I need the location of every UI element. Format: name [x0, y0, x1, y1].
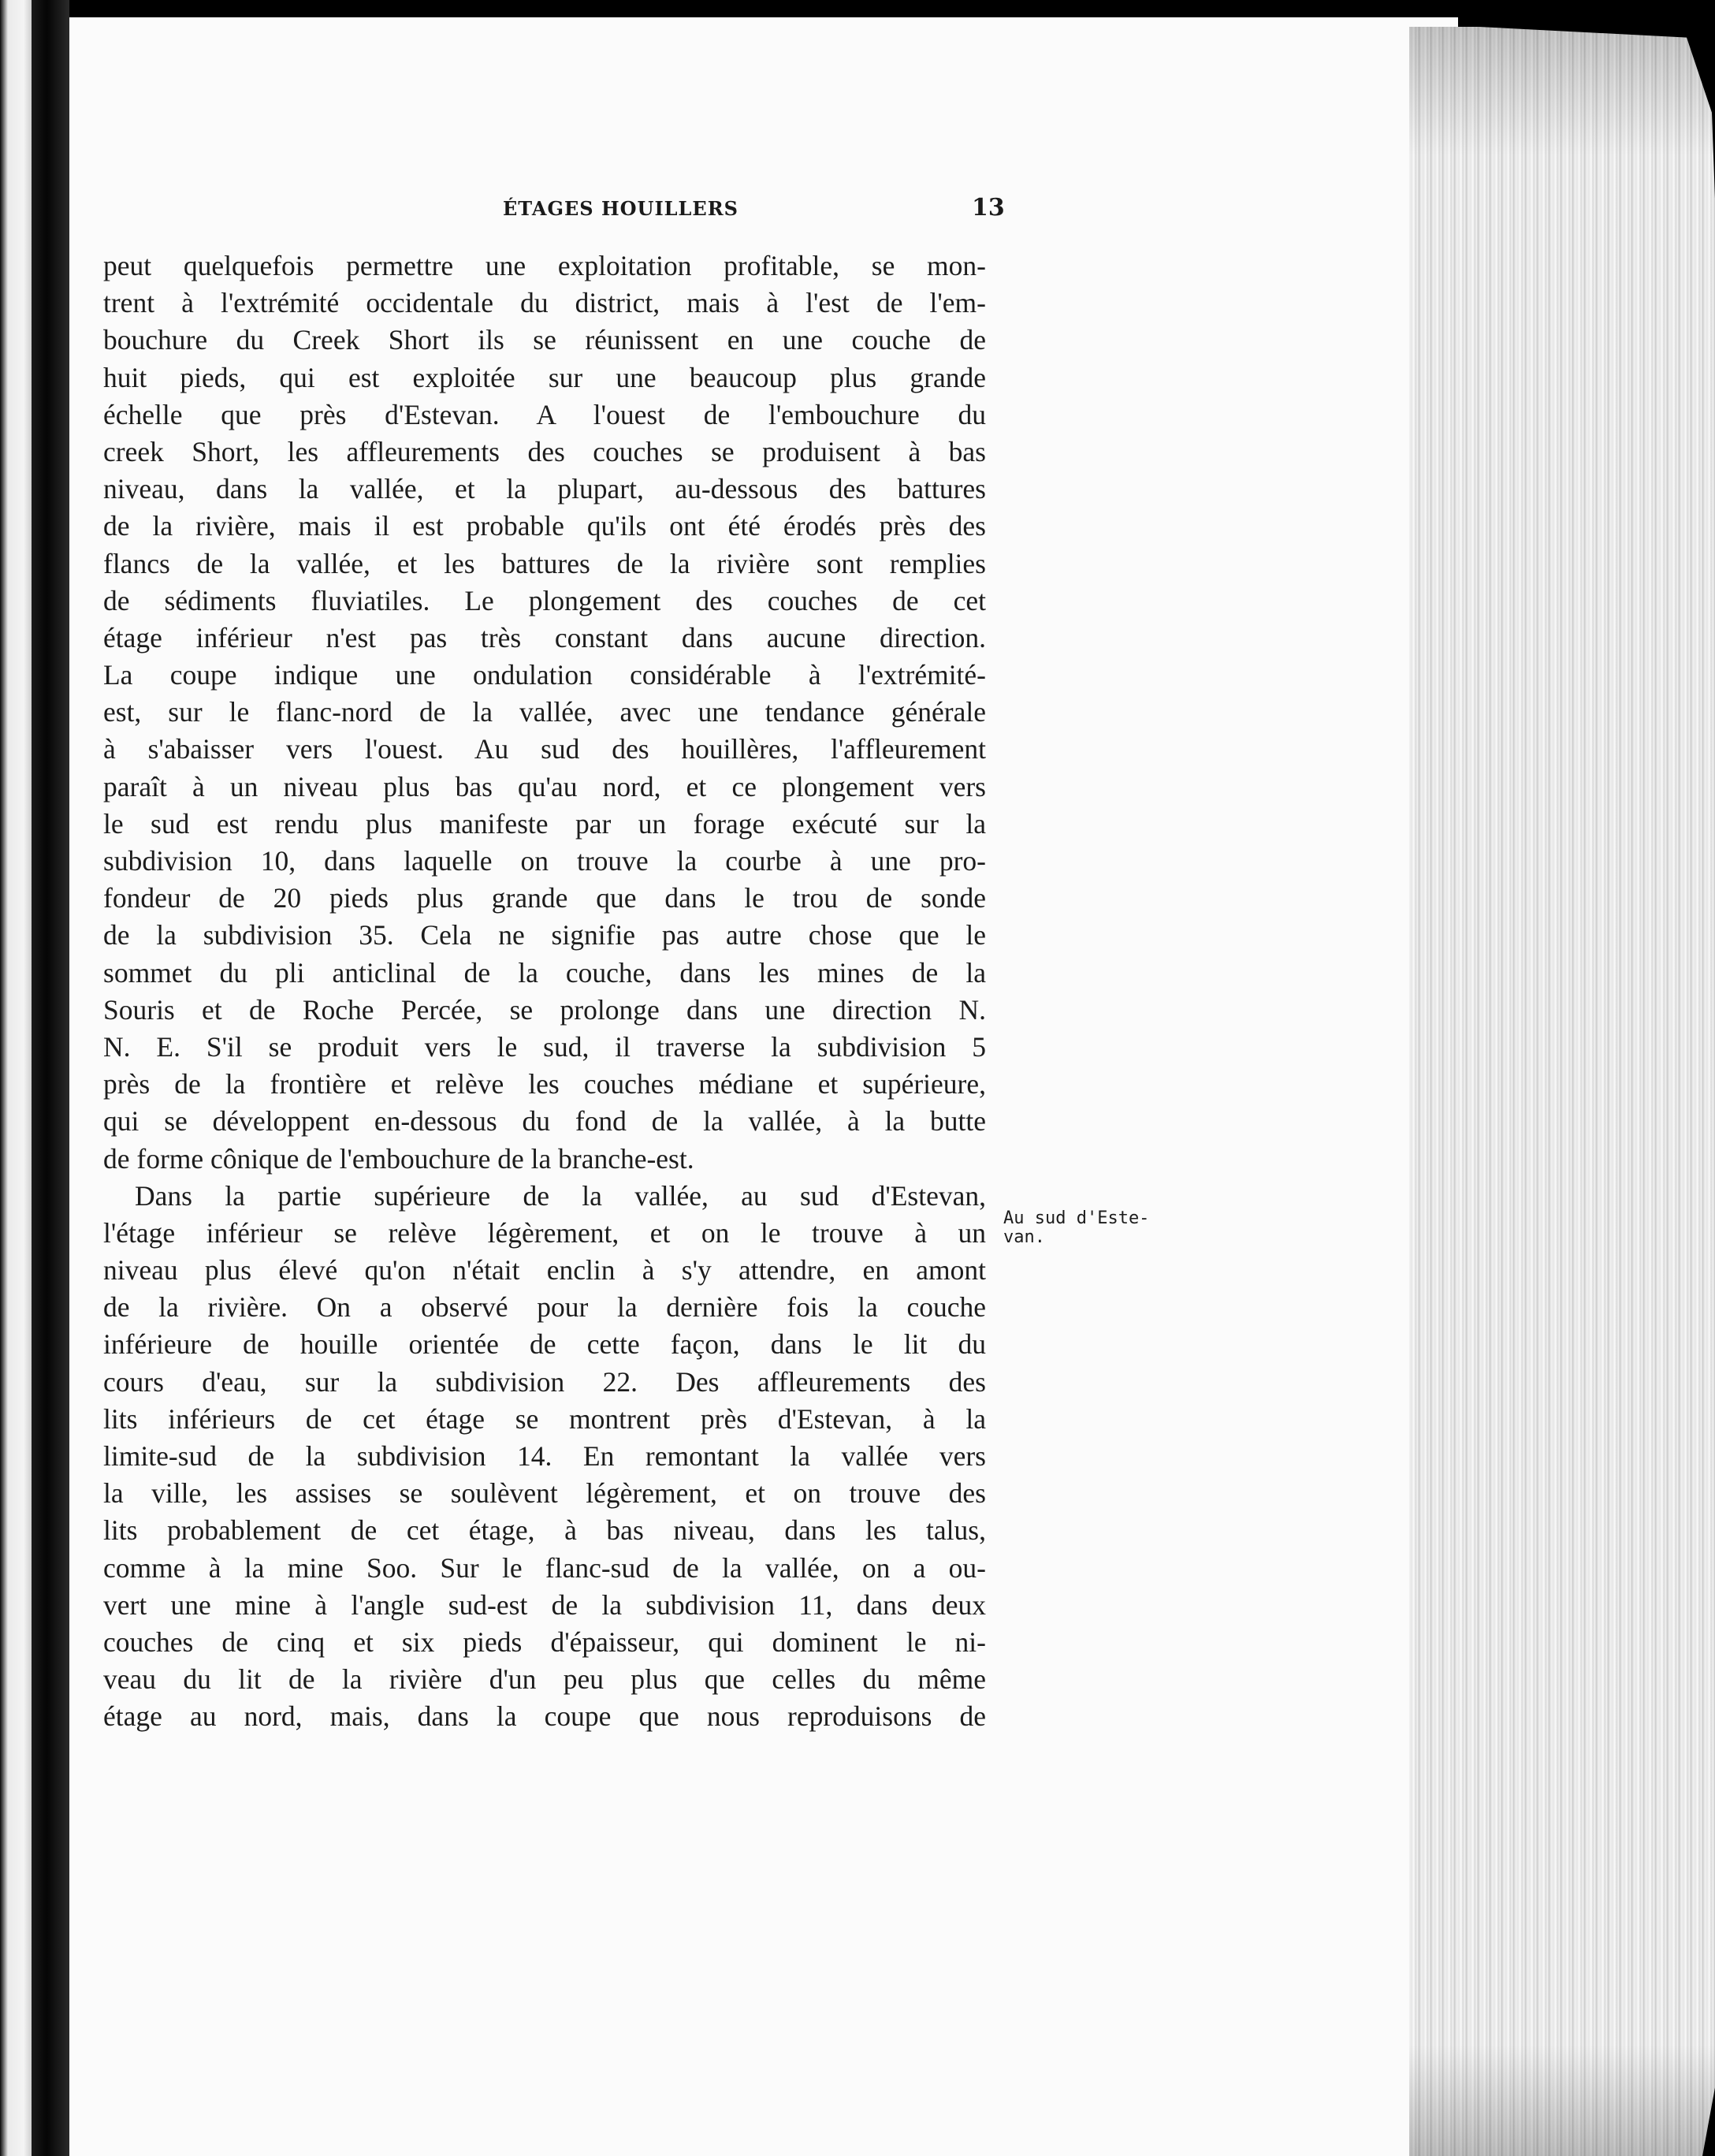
text-line: comme à la mine Soo. Sur le flanc-sud de la vallée, on a ou-	[103, 1551, 986, 1584]
text-line: lits probablement de cet étage, à bas niveau, dans les talus,	[103, 1514, 986, 1547]
text-line: huit pieds, qui est exploitée sur une beaucoup plus grande	[103, 361, 986, 393]
text-line: est, sur le flanc-nord de la vallée, avec une tendance générale	[103, 696, 986, 728]
text-line: étage au nord, mais, dans la coupe que nous reproduisons de	[103, 1700, 986, 1733]
text-line: de forme cônique de l'embouchure de la branche-est.	[103, 1142, 694, 1175]
text-line: veau du lit de la rivière d'un peu plus que celles du même	[103, 1663, 986, 1696]
text-line: creek Short, les affleurements des couches se produisent à bas	[103, 435, 986, 467]
text-line: lits inférieurs de cet étage se montrent près d'Estevan, à la	[103, 1402, 986, 1435]
text-line: sommet du pli anticlinal de la couche, dans les mines de la	[103, 956, 986, 989]
text-line: subdivision 10, dans laquelle on trouve la courbe à une pro-	[103, 845, 986, 877]
text-line: La coupe indique une ondulation considérable à l'extrémité-	[103, 659, 986, 691]
text-line: niveau plus élevé qu'on n'était enclin à s'y attendre, en amont	[103, 1254, 986, 1287]
book-gutter	[32, 0, 69, 2156]
text-line: Dans la partie supérieure de la vallée, au sud d'Estevan,	[135, 1179, 986, 1212]
text-line: flancs de la vallée, et les battures de la rivière sont remplies	[103, 547, 986, 579]
margin-note-line: Au sud d'Este-	[1003, 1208, 1150, 1228]
book-page	[69, 17, 1458, 2156]
text-line: échelle que près d'Estevan. A l'ouest de l'embouchure du	[103, 398, 986, 430]
body-text	[103, 248, 986, 1736]
text-line: vert une mine à l'angle sud-est de la subdivision 11, dans deux	[103, 1588, 986, 1621]
text-line: Souris et de Roche Percée, se prolonge dans une direction N.	[103, 993, 986, 1026]
text-line: limite-sud de la subdivision 14. En remontant la vallée vers	[103, 1440, 986, 1472]
margin-note	[1003, 1209, 1208, 1247]
text-line: de la rivière. On a observé pour la dernière fois la couche	[103, 1291, 986, 1324]
text-line: qui se développent en-dessous du fond de la vallée, à la butte	[103, 1105, 986, 1138]
text-line: inférieure de houille orientée de cette façon, dans le lit du	[103, 1328, 986, 1361]
text-line: de la rivière, mais il est probable qu'ils ont été érodés près des	[103, 510, 986, 542]
text-line: l'étage inférieur se relève légèrement, et on le trouve à un	[103, 1216, 986, 1249]
text-line: fondeur de 20 pieds plus grande que dans le trou de sonde	[103, 882, 986, 914]
left-facing-page-edge	[0, 0, 32, 2156]
page-body	[69, 17, 1340, 2156]
text-line: étage inférieur n'est pas très constant dans aucune direction.	[103, 621, 986, 654]
text-line: peut quelquefois permettre une exploitation profitable, se mon-	[103, 250, 986, 281]
text-line: la ville, les assises se soulèvent légèrement, et on trouve des	[103, 1477, 986, 1510]
text-line: près de la frontière et relève les couches médiane et supérieure,	[103, 1068, 986, 1100]
text-line: de sédiments fluviatiles. Le plongement des couches de cet	[103, 584, 986, 616]
text-line: de la subdivision 35. Cela ne signifie pas autre chose que le	[103, 919, 986, 951]
text-line: à s'abaisser vers l'ouest. Au sud des houillères, l'affleurement	[103, 733, 986, 765]
text-line: trent à l'extrémité occidentale du district, mais à l'est de l'em-	[103, 287, 986, 319]
text-line: bouchure du Creek Short ils se réunissent en une couche de	[103, 324, 986, 356]
text-line: cours d'eau, sur la subdivision 22. Des affleurements des	[103, 1365, 986, 1398]
text-line: couches de cinq et six pieds d'épaisseur, qui dominent le ni-	[103, 1625, 986, 1658]
running-title: ÉTAGES HOUILLERS	[503, 197, 738, 220]
margin-note-line: van.	[1003, 1227, 1045, 1247]
text-line: niveau, dans la vallée, et la plupart, au-dessous des battures	[103, 473, 986, 505]
text-line: le sud est rendu plus manifeste par un forage exécuté sur la	[103, 807, 986, 840]
text-line: N. E. S'il se produit vers le sud, il traverse la subdivision 5	[103, 1030, 986, 1063]
page-number: 13	[972, 194, 1005, 222]
text-line: paraît à un niveau plus bas qu'au nord, et ce plongement vers	[103, 770, 986, 802]
page-fore-edge	[1409, 27, 1715, 2156]
